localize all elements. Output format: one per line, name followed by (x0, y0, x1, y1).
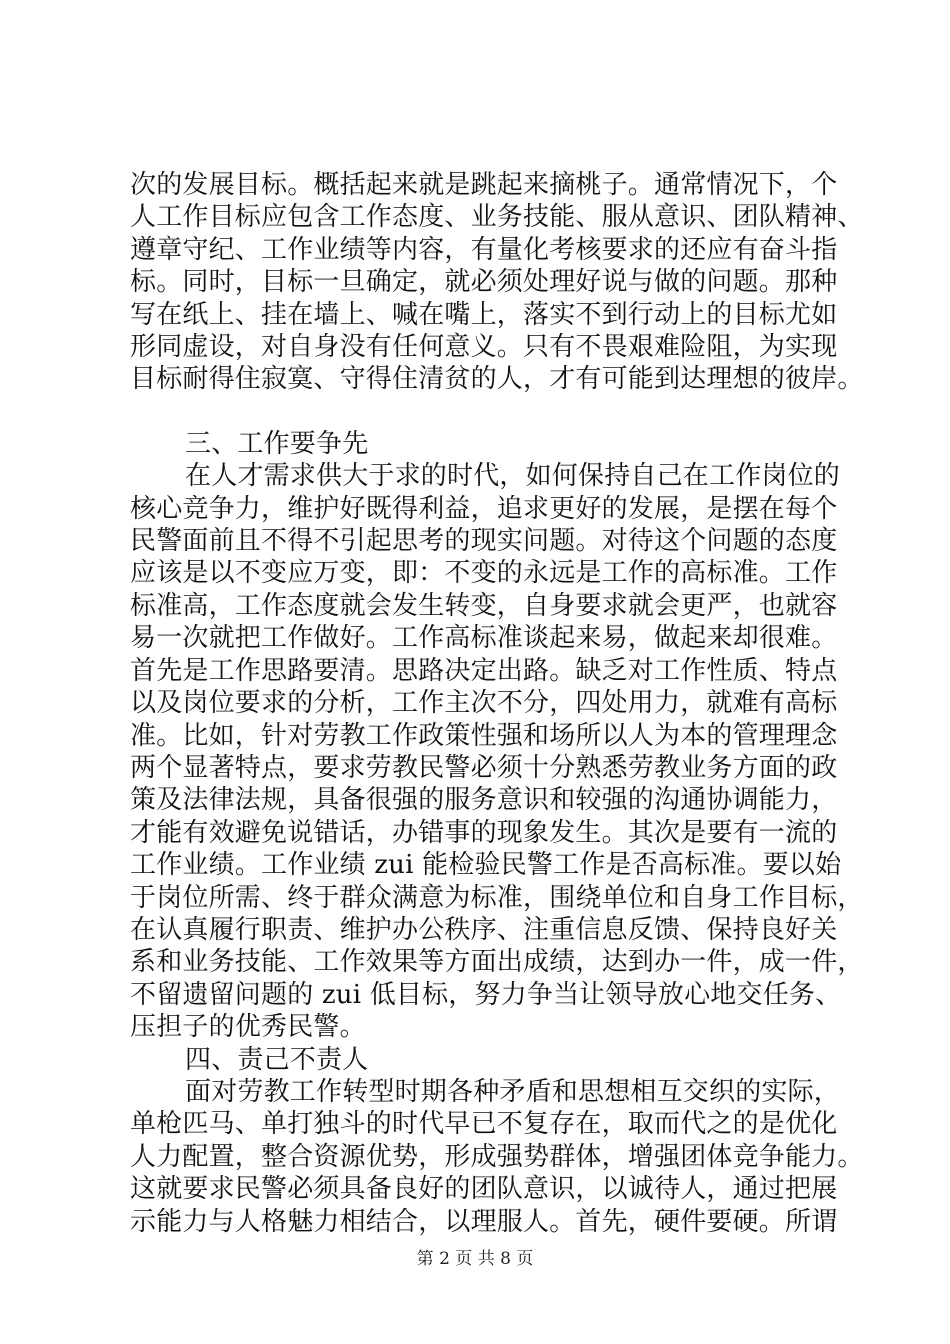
text-line: 核心竞争力，维护好既得利益，追求更好的发展，是摆在每个 (130, 493, 838, 524)
text-line: 策及法律法规，具备很强的服务意识和较强的沟通协调能力， (130, 785, 838, 816)
text-line: 标准高，工作态度就会发生转变，自身要求就会更严，也就容 (130, 590, 838, 621)
text-line: 在人才需求供大于求的时代，如何保持自己在工作岗位的 (185, 461, 841, 492)
text-line: 在认真履行职责、维护办公秩序、注重信息反馈、保持良好关 (130, 914, 838, 945)
text-line: 压担子的优秀民警。 (130, 1012, 366, 1043)
text-line: 不留遗留问题的 zui 低目标，努力争当让领导放心地交任务、 (130, 979, 842, 1010)
section-heading: 四、责己不责人 (185, 1044, 369, 1075)
text-line: 写在纸上、挂在墙上、喊在嘴上，落实不到行动上的目标尤如 (130, 299, 838, 330)
text-line: 工作业绩。工作业绩 zui 能检验民警工作是否高标准。要以始 (130, 850, 842, 881)
section-4 (130, 1044, 864, 1238)
text-line: 以及岗位要求的分析，工作主次不分，四处用力，就难有高标 (130, 688, 838, 719)
text-line: 次的发展目标。概括起来就是跳起来摘桃子。通常情况下，个 (130, 170, 838, 200)
text-line: 应该是以不变应万变，即：不变的永远是工作的高标准。工作 (130, 558, 838, 589)
text-line: 遵章守纪、工作业绩等内容，有量化考核要求的还应有奋斗指 (130, 234, 838, 265)
paragraph-gap (130, 396, 830, 428)
document-body (130, 169, 864, 1238)
section-heading: 三、工作要争先 (185, 428, 369, 459)
text-line: 人工作目标应包含工作态度、业务技能、服从意识、团队精神、 (130, 202, 864, 233)
text-line: 民警面前且不得不引起思考的现实问题。对待这个问题的态度 (130, 526, 838, 557)
text-line: 这就要求民警必须具备良好的团队意识，以诚待人，通过把展 (130, 1174, 838, 1205)
text-line: 目标耐得住寂寞、守得住清贫的人，才有可能到达理想的彼岸。 (130, 364, 864, 395)
text-line: 面对劳教工作转型时期各种矛盾和思想相互交织的实际， (185, 1076, 841, 1107)
page-footer (0, 1244, 950, 1269)
paragraph-1 (130, 169, 864, 396)
text-line: 系和业务技能、工作效果等方面出成绩，达到办一件，成一件， (130, 947, 864, 978)
page-number: 第 2 页 共 8 页 (416, 1249, 534, 1269)
text-line: 于岗位所需、终于群众满意为标准，围绕单位和自身工作目标， (130, 882, 864, 913)
text-line: 形同虚设，对自身没有任何意义。只有不畏艰难险阻，为实现 (130, 332, 838, 363)
text-line: 示能力与人格魅力相结合，以理服人。首先，硬件要硬。所谓 (130, 1206, 838, 1237)
text-line: 标。同时，目标一旦确定，就必须处理好说与做的问题。那种 (130, 267, 838, 298)
text-line: 单枪匹马、单打独斗的时代早已不复存在，取而代之的是优化 (130, 1109, 838, 1140)
text-line: 易一次就把工作做好。工作高标准谈起来易，做起来却很难。 (130, 623, 838, 654)
text-line: 两个显著特点，要求劳教民警必须十分熟悉劳教业务方面的政 (130, 752, 838, 783)
text-line: 人力配置，整合资源优势，形成强势群体，增强团体竞争能力。 (130, 1141, 864, 1172)
text-line: 准。比如，针对劳教工作政策性强和场所以人为本的管理理念 (130, 720, 838, 751)
text-line: 才能有效避免说错话，办错事的现象发生。其次是要有一流的 (130, 817, 838, 848)
section-3 (130, 428, 864, 1044)
text-line: 首先是工作思路要清。思路决定出路。缺乏对工作性质、特点 (130, 655, 838, 686)
